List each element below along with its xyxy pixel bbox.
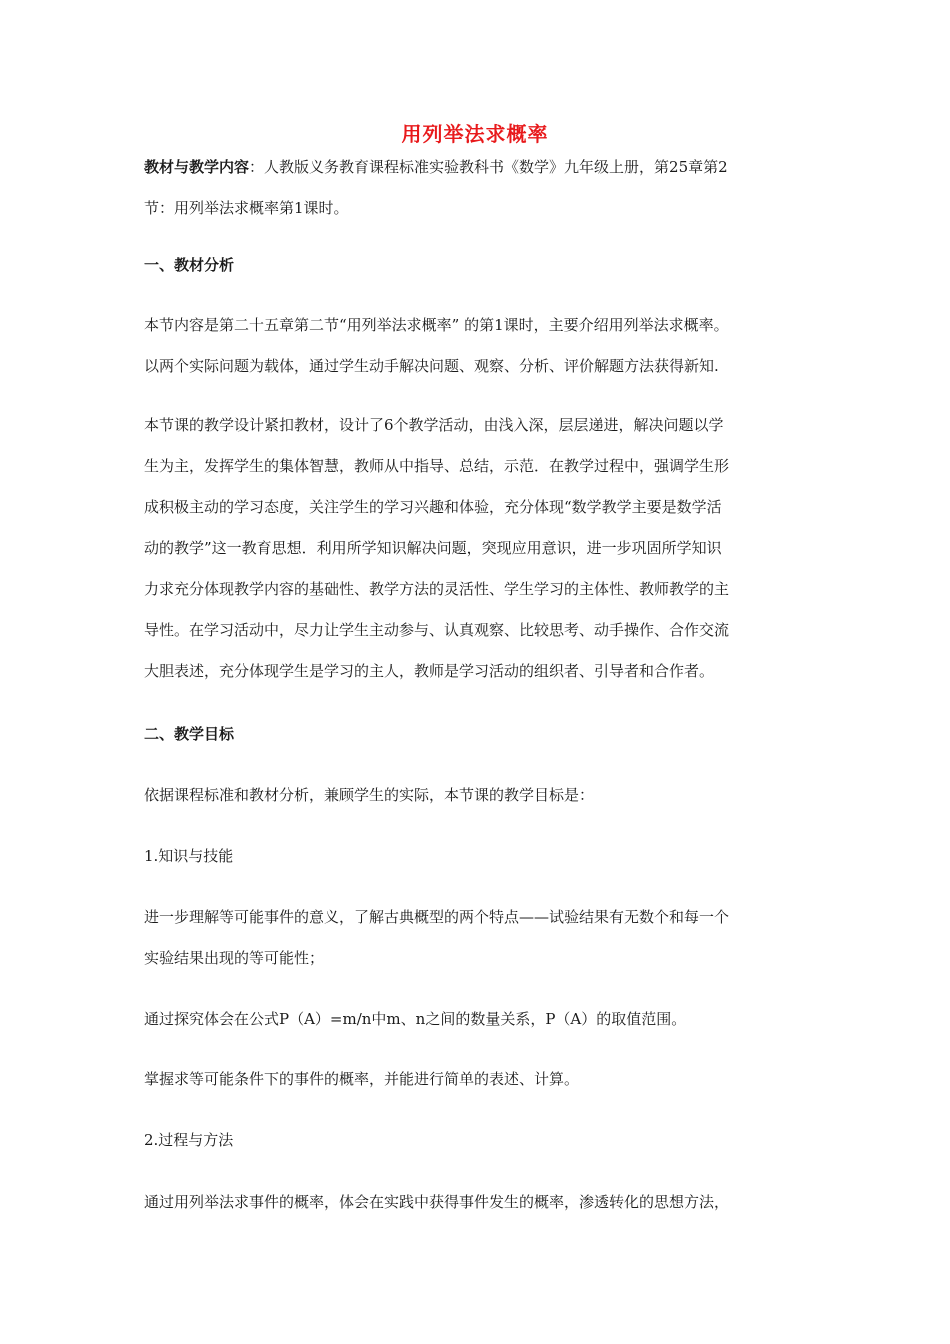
text-line: 成积极主动的学习态度，关注学生的学习兴趣和体验，充分体现“数学教学主要是数学活 xyxy=(144,498,722,516)
goals-subheading-process: 2.过程与方法 xyxy=(144,1131,234,1149)
document-title: 用列举法求概率 xyxy=(401,122,549,146)
intro-line-2: 节：用列举法求概率第1课时。 xyxy=(144,199,349,217)
text-line: 动的教学”这一教育思想．利用所学知识解决问题，突现应用意识，进一步巩固所学知识 xyxy=(144,539,722,557)
goals-intro: 依据课程标准和教材分析，兼顾学生的实际，本节课的教学目标是： xyxy=(144,786,595,804)
goal-paragraph-2: 通过探究体会在公式P（A）=m/n中m、n之间的数量关系，P（A）的取值范围。 xyxy=(144,1010,687,1028)
analysis-paragraph-2 xyxy=(144,405,814,692)
text-line: 大胆表述，充分体现学生是学习的主人，教师是学习活动的组织者、引导者和合作者。 xyxy=(144,662,715,680)
text-line: 本节内容是第二十五章第二节“用列举法求概率” 的第1课时，主要介绍用列举法求概率。 xyxy=(144,316,729,334)
text-line: 以两个实际问题为载体，通过学生动手解决问题、观察、分析、评价解题方法获得新知. xyxy=(144,357,719,375)
text-line: 导性。在学习活动中，尽力让学生主动参与、认真观察、比较思考、动手操作、合作交流 xyxy=(144,621,730,639)
goal-paragraph-1 xyxy=(144,897,814,979)
intro-block xyxy=(144,147,814,229)
intro-label: 教材与教学内容 xyxy=(144,158,250,176)
text-line: 进一步理解等可能事件的意义，了解古典概型的两个特点——试验结果有无数个和每一个 xyxy=(144,908,730,926)
analysis-paragraph-1 xyxy=(144,305,814,387)
goals-subheading-knowledge: 1.知识与技能 xyxy=(144,847,234,865)
text-line: 力求充分体现教学内容的基础性、教学方法的灵活性、学生学习的主体性、教师教学的主 xyxy=(144,580,730,598)
text-line: 本节课的教学设计紧扣教材，设计了6个教学活动，由浅入深，层层递进，解决问题以学 xyxy=(144,416,724,434)
text-line: 实验结果出现的等可能性； xyxy=(144,949,325,967)
intro-colon: ： xyxy=(249,158,265,176)
intro-line-1 xyxy=(144,147,814,188)
section-heading-analysis: 一、教材分析 xyxy=(144,256,235,274)
intro-text-1: 人教版义务教育课程标准实验教科书《数学》九年级上册，第25章第2 xyxy=(264,158,728,176)
goal-paragraph-4: 通过用列举法求事件的概率，体会在实践中获得事件发生的概率，渗透转化的思想方法， xyxy=(144,1193,730,1211)
goal-paragraph-3: 掌握求等可能条件下的事件的概率，并能进行简单的表述、计算。 xyxy=(144,1070,580,1088)
section-heading-goals: 二、教学目标 xyxy=(144,725,235,743)
text-line: 生为主，发挥学生的集体智慧，教师从中指导、总结，示范．在教学过程中，强调学生形 xyxy=(144,457,730,475)
